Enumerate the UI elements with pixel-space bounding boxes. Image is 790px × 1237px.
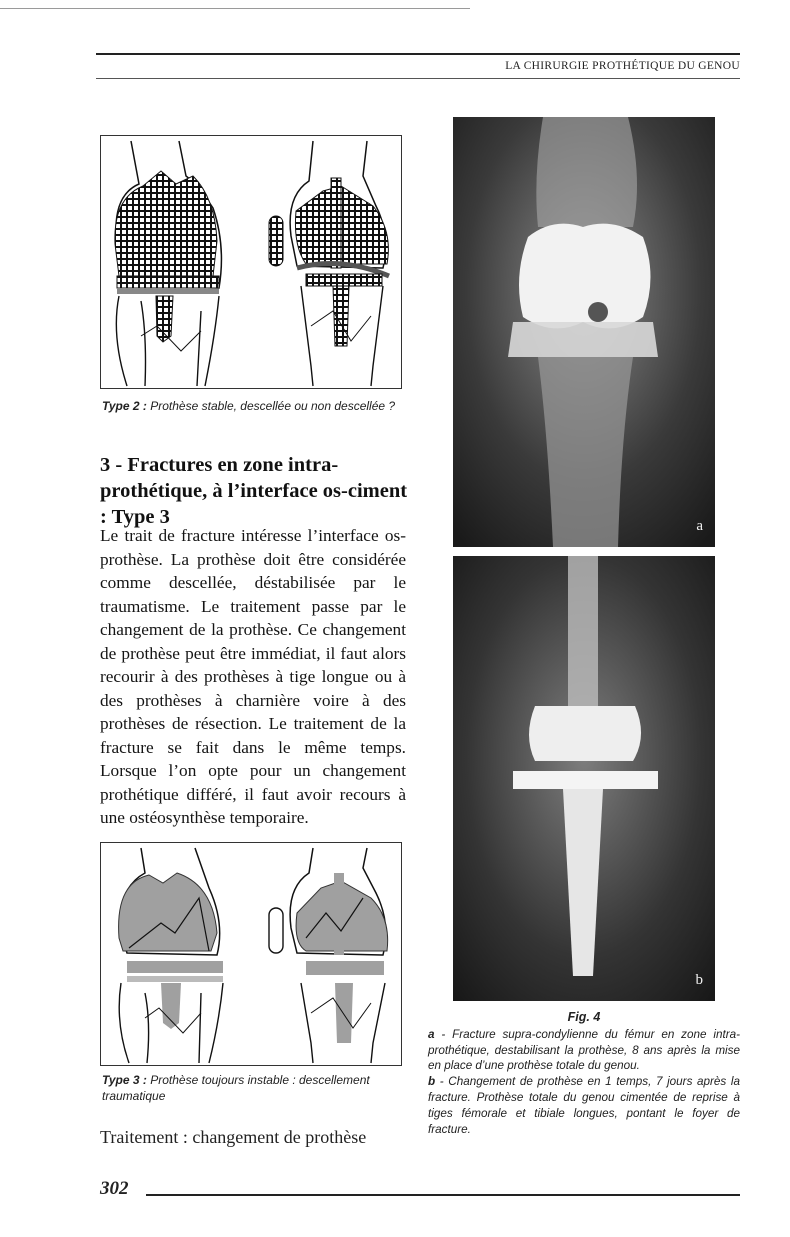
section-paragraph: Le trait de fracture intéresse l’interface os-prothèse. La prothèse doit être considérée comme descellée, déstabilisée par le traumatisme. Le traitement passe par le changement de la prothèse. Ce changement de prothèse peut être immédiat, il faut alors recourir à des prothèses à tige longue ou à des prothèses à charnière voire à des prothèses de résection. Le traitement de la fracture se fait dans le même temps. Lorsque l’on opte pour un changement prothétique différé, il faut avoir recours à une ostéosynthèse temporaire. bbox=[100, 526, 406, 827]
fig4-item-b: b - Changement de prothèse en 1 temps, 7 jours après la fracture. Prothèse totale du genou cimentée de reprise à tiges fémorale et tibiale longues, pontant le foyer de fracture. bbox=[428, 1075, 740, 1136]
type2-knee-illustration bbox=[101, 136, 401, 388]
type3-knee-illustration bbox=[101, 843, 401, 1065]
top-border-line bbox=[0, 8, 470, 9]
xray-image-b bbox=[453, 556, 715, 1001]
type2-caption: Type 2 : Prothèse stable, descellée ou non descellée ? bbox=[102, 399, 396, 413]
type3-caption: Type 3 : Prothèse toujours instable : descellement traumatique bbox=[102, 1073, 370, 1103]
xray-label-a: a bbox=[696, 518, 703, 534]
type2-diagram bbox=[100, 135, 402, 389]
xray-image-a bbox=[453, 117, 715, 547]
footer-rule bbox=[146, 1194, 740, 1196]
xray-label-b: b bbox=[695, 972, 703, 988]
page-number: 302 bbox=[100, 1178, 129, 1199]
fig4-title: Fig. 4 bbox=[567, 1010, 601, 1024]
section-heading: 3 - Fractures en zone intra-prothétique, à l’interface os-ciment : Type 3 bbox=[100, 454, 408, 528]
fig4-item-a: a - Fracture supra-condylienne du fémur en zone intra-prothétique, destabilisant la prothèse, 8 ans après la mise en place d’une prothèse totale du genou. bbox=[428, 1027, 740, 1073]
header-rule-bottom bbox=[96, 78, 740, 79]
type3-diagram bbox=[100, 842, 402, 1066]
treatment-line: Traitement : changement de prothèse bbox=[100, 1127, 367, 1147]
xray-a-illustration bbox=[453, 117, 715, 547]
xray-b-illustration bbox=[453, 556, 715, 1001]
running-title: LA CHIRURGIE PROTHÉTIQUE DU GENOU bbox=[505, 60, 740, 72]
header-rule-top bbox=[96, 53, 740, 55]
fig4-caption bbox=[428, 1010, 740, 1137]
